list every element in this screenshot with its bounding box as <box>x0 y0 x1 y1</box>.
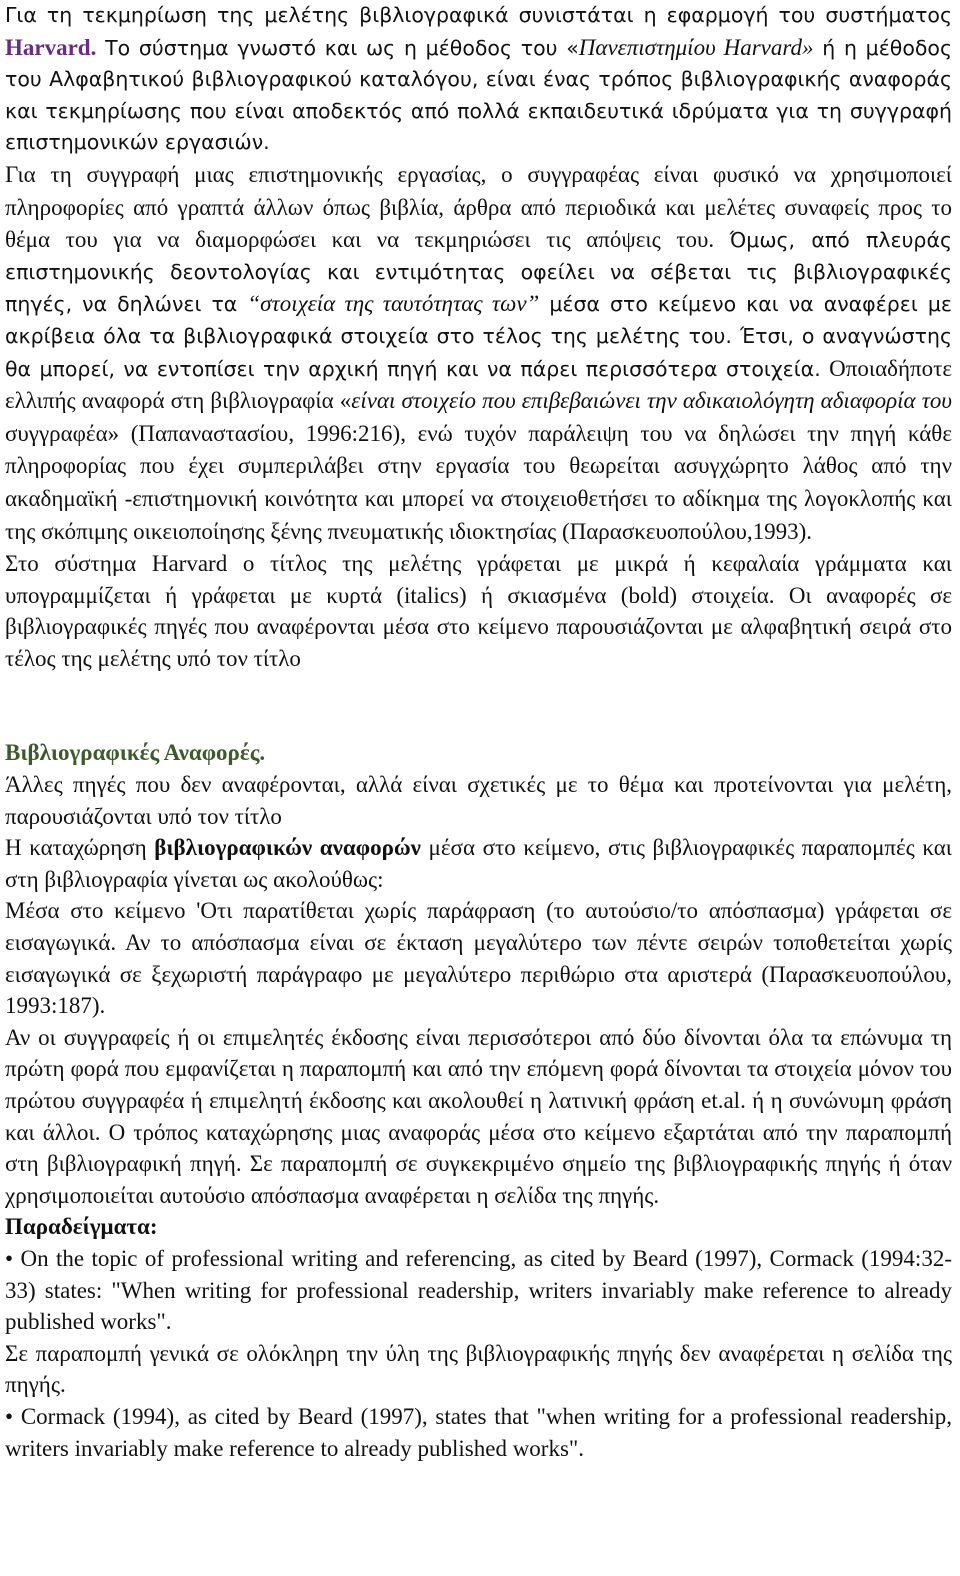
paragraph-general-reference: Σε παραπομπή γενικά σε ολόκληρη την ύλη της βιβλιογραφικής πηγής δεν αναφέρεται η σελίδα της πηγής. <box>5 1340 952 1398</box>
text-run: Για τη συγγραφή μιας επιστημονικής εργασίας, ο συγγραφέας είναι φυσικό να χρησιμοποιεί πληροφορίες από γραπτά άλλων όπως βιβλία, άρθρα από περιοδικά και μελέτες συναφείς προς το θέμα του για να διαμορφώσει και να τεκμηριώσει τις απόψεις του. <box>5 161 952 253</box>
text-run: Μέσα στο κείμενο 'Οτι παρατίθεται χωρίς παράφραση (το αυτούσιο/το απόσπασμα) γράφεται σε εισαγωγικά. <box>5 898 952 956</box>
paragraph-citation-entry <box>5 832 952 895</box>
text-run: Σε παραπομπή σε συγκεκριμένο σημείο της βιβλιογραφικής πηγής ή όταν χρησιμοποιείται αυτούσιο απόσπασμα αναφέρεται η σελίδα της πηγής. <box>5 1151 952 1208</box>
text-run: Για τη τεκμηρίωση της μελέτης βιβλιογραφικά συνιστάται η εφαρμογή του συστήματος <box>5 3 952 27</box>
harvard-highlight: Harvard. <box>5 34 97 60</box>
text-run: Η καταχώρηση <box>5 835 155 861</box>
bold-phrase: βιβλιογραφικών αναφορών <box>154 835 421 861</box>
paragraph-harvard-intro <box>5 0 952 159</box>
paragraph-other-sources: Άλλες πηγές που δεν αναφέρονται, αλλά είναι σχετικές με το θέμα και προτείνονται για μελέτη, παρουσιάζονται υπό τον τίτλο <box>5 772 952 829</box>
text-run: ή η μέθοδος του Αλφαβητικού βιβλιογραφικού καταλόγου, είναι ένας τρόπος βιβλιογραφικής αναφοράς και τεκμηρίωσης που είναι αποδεκτός από πολλά εκπαιδευτικά ιδρύματα για τη συγγραφή επιστημονικών εργασιών. <box>5 35 952 155</box>
example-bullet-1: • On the topic of professional writing and referencing, as cited by Beard (1997), Cormack (1994:32-33) states: "When writing for professional readership, writers invariably make reference to already published works". <box>5 1245 952 1335</box>
paragraph-quotations <box>5 895 952 1021</box>
section-heading: Βιβλιογραφικές Αναφορές. <box>5 740 266 766</box>
text-run: Αν οι συγγραφείς ή οι επιμελητές έκδοσης είναι περισσότεροι από δύο δίνονται όλα τα επώνυμα τη πρώτη φορά που εμφανίζεται η παραπομπή και από την επόμενη φορά δίνονται τα στοιχεία μόνον του πρώτου συγγραφέα ή επιμελητή έκδοσης και ακολουθεί η λατινική φράση et.al. ή η συνώνυμη φράση και άλλοι. <box>5 1024 952 1145</box>
text-run: Έτσι, ο αναγνώστης θα μπορεί, να εντοπίσει την αρχική πηγή και να πάρει περισσότερα στοιχεία. <box>5 323 952 381</box>
text-run: Αν το απόσπασμα είναι σε έκταση μεγαλύτερο των πέντε σειρών τοποθετείται χωρίς εισαγωγικά σε ξεχωριστή παράγραφο με μεγαλύτερο περιθώριο στα αριστερά (Παρασκευοπούλου, 1993:187). <box>5 930 952 1019</box>
text-run: συγγραφέα» (Παπαναστασίου, 1996:216), ενώ τυχόν παράλειψη του να δηλώσει την πηγή κάθε πληροφορίας που έχει συμπεριλάβει στην εργασία του θεωρείται ασυγχώρητο λάθος από την ακαδημαϊκή -επιστημονική κοινότητα και μπορεί να στοιχειοθετήσει το αδίκημα της λογοκλοπής και της σκόπιμης οικειοποίησης ξένης πνευματικής ιδιοκτησίας (Παρασκευοπούλου,1993). <box>5 420 952 544</box>
text-run: Στο σύστημα Harvard ο τίτλος της μελέτης γράφεται με μικρά ή κεφαλαία γράμματα και υπογραμμίζεται ή γράφεται με κυρτά (italics) ή σκιασμένα (bold) στοιχεία. <box>5 551 952 608</box>
text-run: μέσα στο κείμενο και να αναφέρει με ακρίβεια όλα τα βιβλιογραφικά στοιχεία στο τέλος της μελέτης του. <box>5 292 952 348</box>
examples-heading: Παραδείγματα: <box>5 1214 158 1240</box>
paragraph-multiple-authors <box>5 1022 952 1212</box>
text-run: Οποιαδήποτε ελλιπής αναφορά στη βιβλιογραφία « <box>5 355 952 414</box>
paragraph-harvard-title-format <box>5 548 952 674</box>
text-run: μέσα στο κείμενο, στις βιβλιογραφικές παραπομπές και στη βιβλιογραφία γίνεται ως ακολούθως: <box>5 835 952 892</box>
examples-label <box>5 1211 952 1243</box>
text-run: Το σύστημα γνωστό και ως η μέθοδος του « <box>96 35 579 60</box>
text-run: Ο τρόπος καταχώρησης μιας αναφοράς μέσα στο κείμενο εξαρτάται από την παραπομπή στη βιβλιογραφική πηγή. <box>5 1119 953 1177</box>
text-run: Όμως, από πλευράς επιστημονικής δεοντολογίας και εντιμότητας οφείλει να σέβεται τις βιβλιογραφικές πηγές, να δηλώνει τα <box>5 228 952 317</box>
spacer <box>5 674 952 737</box>
italic-quote: είναι στοιχείο που επιβεβαιώνει την αδικαιολόγητη αδιαφορία του <box>351 388 952 414</box>
italic-phrase: “στοιχεία της ταυτότητας των” <box>247 291 540 317</box>
paragraph-scientific-writing <box>5 159 952 548</box>
example-bullet-2: • Cormack (1994), as cited by Beard (1997), states that "when writing for a professional readership, writers invariably make reference to already published works". <box>5 1403 952 1461</box>
italic-phrase: Πανεπιστημίου Harvard» <box>578 34 814 60</box>
text-run: Οι αναφορές σε βιβλιογραφικές πηγές που αναφέρονται μέσα στο κείμενο παρουσιάζονται με αλφαβητική σειρά στο τέλος της μελέτης υπό τον τίτλο <box>5 582 952 671</box>
